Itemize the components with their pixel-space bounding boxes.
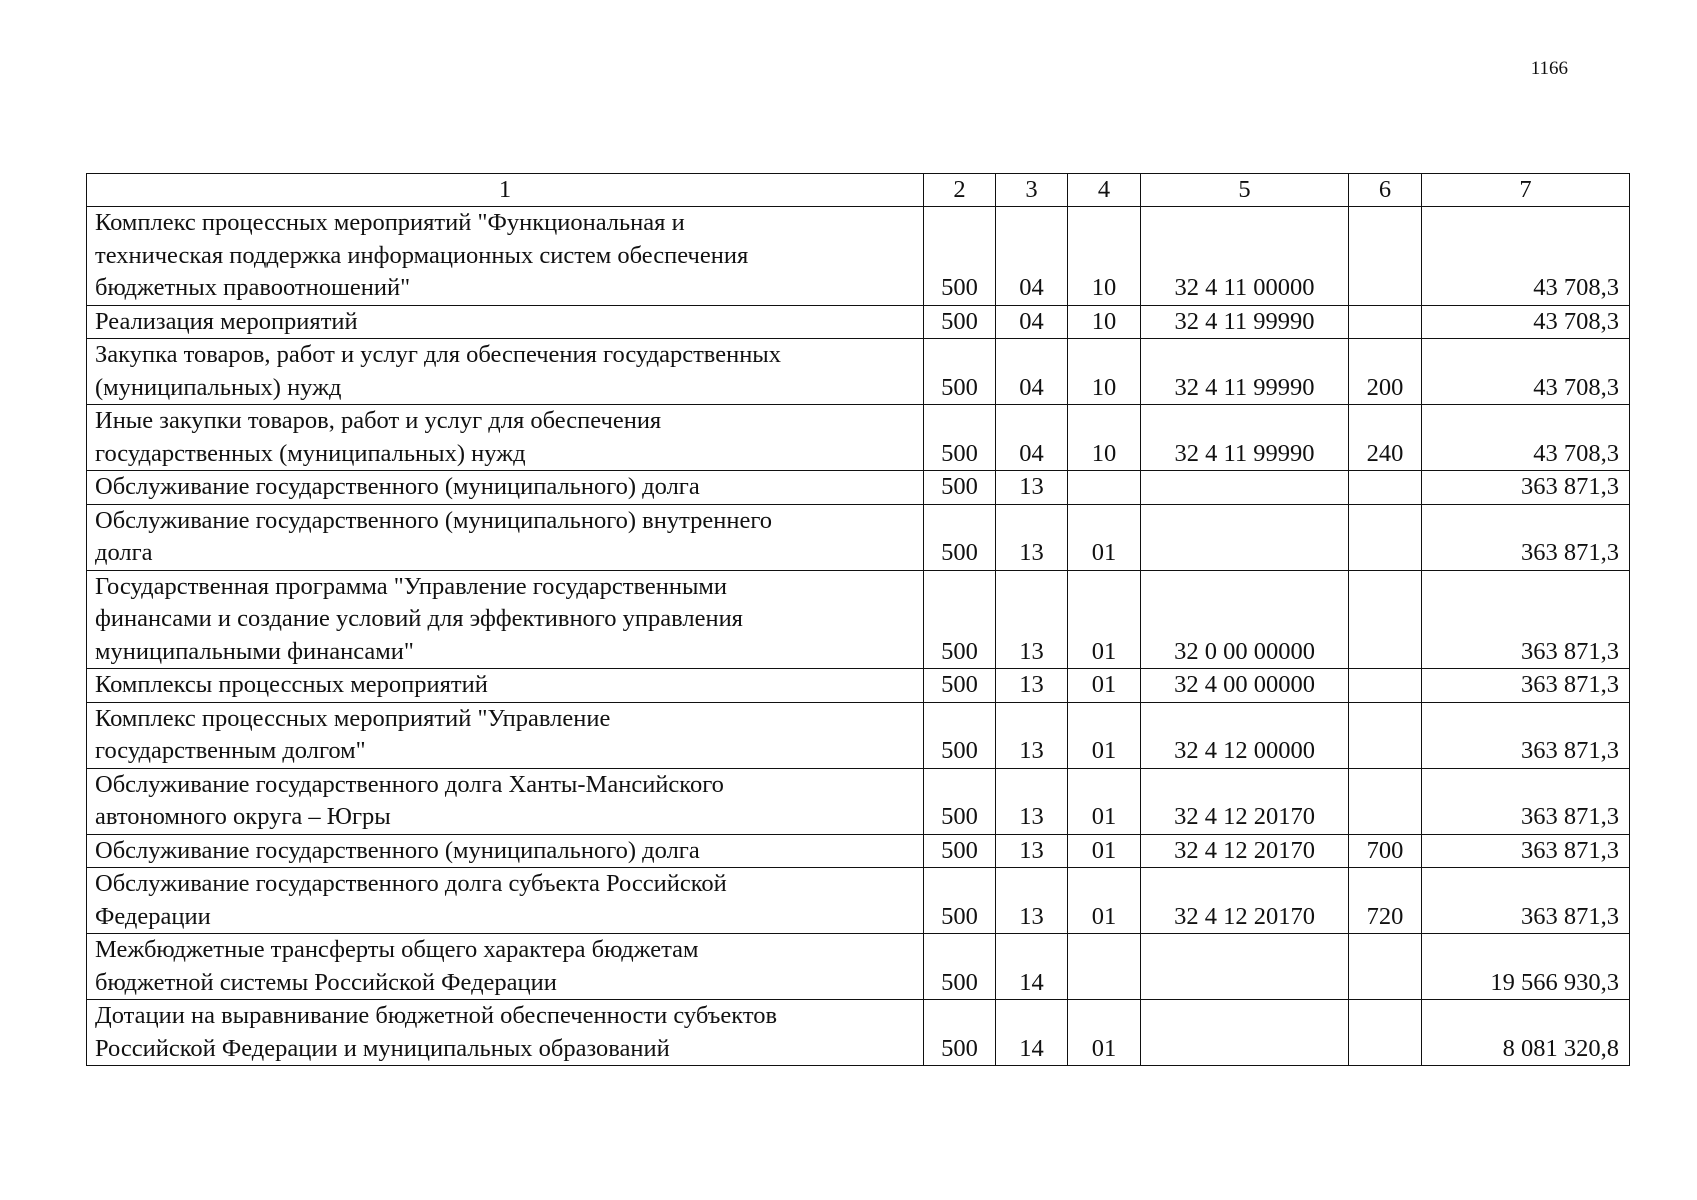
row-expense-type: 720 <box>1349 868 1422 934</box>
row-subsection-code: 10 <box>1068 207 1141 306</box>
row-amount: 43 708,3 <box>1422 305 1630 339</box>
row-expense-type <box>1349 305 1422 339</box>
table-body <box>87 207 1630 1066</box>
row-name: Межбюджетные трансферты общего характера бюджетам бюджетной системы Российской Федерации <box>87 934 924 1000</box>
row-ved-code: 500 <box>924 305 996 339</box>
row-expense-type <box>1349 669 1422 703</box>
row-subsection-code: 10 <box>1068 305 1141 339</box>
table-row <box>87 834 1630 868</box>
row-target-article: 32 4 11 99990 <box>1141 339 1349 405</box>
row-section-code: 14 <box>996 934 1068 1000</box>
row-ved-code: 500 <box>924 934 996 1000</box>
row-target-article: 32 4 00 00000 <box>1141 669 1349 703</box>
row-subsection-code <box>1068 471 1141 505</box>
row-section-code: 13 <box>996 868 1068 934</box>
row-subsection-code: 10 <box>1068 339 1141 405</box>
row-subsection-code: 01 <box>1068 669 1141 703</box>
row-section-code: 14 <box>996 1000 1068 1066</box>
row-subsection-code <box>1068 934 1141 1000</box>
row-amount: 363 871,3 <box>1422 504 1630 570</box>
row-expense-type <box>1349 1000 1422 1066</box>
row-subsection-code: 01 <box>1068 1000 1141 1066</box>
header-col-2: 2 <box>924 174 996 207</box>
table-row <box>87 934 1630 1000</box>
row-expense-type <box>1349 702 1422 768</box>
row-amount: 363 871,3 <box>1422 570 1630 669</box>
row-ved-code: 500 <box>924 702 996 768</box>
header-col-4: 4 <box>1068 174 1141 207</box>
row-ved-code: 500 <box>924 339 996 405</box>
row-ved-code: 500 <box>924 471 996 505</box>
row-name: Государственная программа "Управление государственными финансами и создание условий для эффективного управления муниципальными финансами" <box>87 570 924 669</box>
row-expense-type <box>1349 768 1422 834</box>
table-row <box>87 305 1630 339</box>
row-subsection-code: 01 <box>1068 834 1141 868</box>
row-expense-type <box>1349 934 1422 1000</box>
row-target-article <box>1141 471 1349 505</box>
row-subsection-code: 10 <box>1068 405 1141 471</box>
table-row <box>87 868 1630 934</box>
row-section-code: 04 <box>996 305 1068 339</box>
row-target-article: 32 4 11 99990 <box>1141 405 1349 471</box>
row-amount: 363 871,3 <box>1422 768 1630 834</box>
row-amount: 8 081 320,8 <box>1422 1000 1630 1066</box>
table-row <box>87 504 1630 570</box>
row-target-article <box>1141 504 1349 570</box>
row-amount: 363 871,3 <box>1422 702 1630 768</box>
row-target-article: 32 0 00 00000 <box>1141 570 1349 669</box>
row-ved-code: 500 <box>924 570 996 669</box>
row-subsection-code: 01 <box>1068 702 1141 768</box>
row-expense-type: 240 <box>1349 405 1422 471</box>
row-ved-code: 500 <box>924 405 996 471</box>
table-header <box>87 174 1630 207</box>
header-col-7: 7 <box>1422 174 1630 207</box>
row-target-article: 32 4 12 20170 <box>1141 868 1349 934</box>
row-section-code: 04 <box>996 405 1068 471</box>
row-name: Обслуживание государственного долга Ханты-Мансийского автономного округа – Югры <box>87 768 924 834</box>
row-amount: 43 708,3 <box>1422 339 1630 405</box>
row-name: Обслуживание государственного (муниципального) внутреннего долга <box>87 504 924 570</box>
row-section-code: 13 <box>996 669 1068 703</box>
row-target-article <box>1141 934 1349 1000</box>
row-ved-code: 500 <box>924 207 996 306</box>
row-target-article: 32 4 12 00000 <box>1141 702 1349 768</box>
row-name: Реализация мероприятий <box>87 305 924 339</box>
row-name: Иные закупки товаров, работ и услуг для обеспечения государственных (муниципальных) нужд <box>87 405 924 471</box>
row-subsection-code: 01 <box>1068 570 1141 669</box>
header-col-1: 1 <box>87 174 924 207</box>
row-target-article: 32 4 12 20170 <box>1141 834 1349 868</box>
row-amount: 43 708,3 <box>1422 405 1630 471</box>
row-name: Обслуживание государственного (муниципального) долга <box>87 471 924 505</box>
row-section-code: 04 <box>996 207 1068 306</box>
row-amount: 19 566 930,3 <box>1422 934 1630 1000</box>
row-section-code: 13 <box>996 834 1068 868</box>
row-amount: 363 871,3 <box>1422 471 1630 505</box>
row-target-article <box>1141 1000 1349 1066</box>
table-row <box>87 1000 1630 1066</box>
row-amount: 363 871,3 <box>1422 834 1630 868</box>
row-ved-code: 500 <box>924 669 996 703</box>
header-col-5: 5 <box>1141 174 1349 207</box>
row-subsection-code: 01 <box>1068 504 1141 570</box>
table-row <box>87 570 1630 669</box>
row-name: Закупка товаров, работ и услуг для обеспечения государственных (муниципальных) нужд <box>87 339 924 405</box>
row-amount: 43 708,3 <box>1422 207 1630 306</box>
row-expense-type <box>1349 504 1422 570</box>
row-amount: 363 871,3 <box>1422 868 1630 934</box>
row-name: Обслуживание государственного (муниципального) долга <box>87 834 924 868</box>
table-row <box>87 669 1630 703</box>
row-name: Дотации на выравнивание бюджетной обеспеченности субъектов Российской Федерации и муниципальных образований <box>87 1000 924 1066</box>
header-col-6: 6 <box>1349 174 1422 207</box>
row-section-code: 13 <box>996 570 1068 669</box>
row-section-code: 13 <box>996 471 1068 505</box>
row-ved-code: 500 <box>924 768 996 834</box>
table-row <box>87 768 1630 834</box>
row-section-code: 13 <box>996 504 1068 570</box>
header-row <box>87 174 1630 207</box>
row-section-code: 04 <box>996 339 1068 405</box>
row-target-article: 32 4 11 99990 <box>1141 305 1349 339</box>
row-name: Комплекс процессных мероприятий "Функциональная и техническая поддержка информационных систем обеспечения бюджетных правоотношений" <box>87 207 924 306</box>
row-amount: 363 871,3 <box>1422 669 1630 703</box>
row-ved-code: 500 <box>924 868 996 934</box>
row-expense-type <box>1349 471 1422 505</box>
page-number: 1166 <box>1530 58 1568 79</box>
table-row <box>87 207 1630 306</box>
row-ved-code: 500 <box>924 834 996 868</box>
row-target-article: 32 4 12 20170 <box>1141 768 1349 834</box>
header-col-3: 3 <box>996 174 1068 207</box>
row-subsection-code: 01 <box>1068 868 1141 934</box>
budget-table <box>86 173 1630 1066</box>
table-row <box>87 471 1630 505</box>
row-ved-code: 500 <box>924 504 996 570</box>
row-expense-type: 700 <box>1349 834 1422 868</box>
row-name: Комплексы процессных мероприятий <box>87 669 924 703</box>
row-expense-type <box>1349 570 1422 669</box>
row-name: Обслуживание государственного долга субъекта Российской Федерации <box>87 868 924 934</box>
table-row <box>87 702 1630 768</box>
table-row <box>87 339 1630 405</box>
row-section-code: 13 <box>996 702 1068 768</box>
row-ved-code: 500 <box>924 1000 996 1066</box>
row-section-code: 13 <box>996 768 1068 834</box>
row-name: Комплекс процессных мероприятий "Управление государственным долгом" <box>87 702 924 768</box>
row-subsection-code: 01 <box>1068 768 1141 834</box>
row-target-article: 32 4 11 00000 <box>1141 207 1349 306</box>
row-expense-type: 200 <box>1349 339 1422 405</box>
table-row <box>87 405 1630 471</box>
row-expense-type <box>1349 207 1422 306</box>
